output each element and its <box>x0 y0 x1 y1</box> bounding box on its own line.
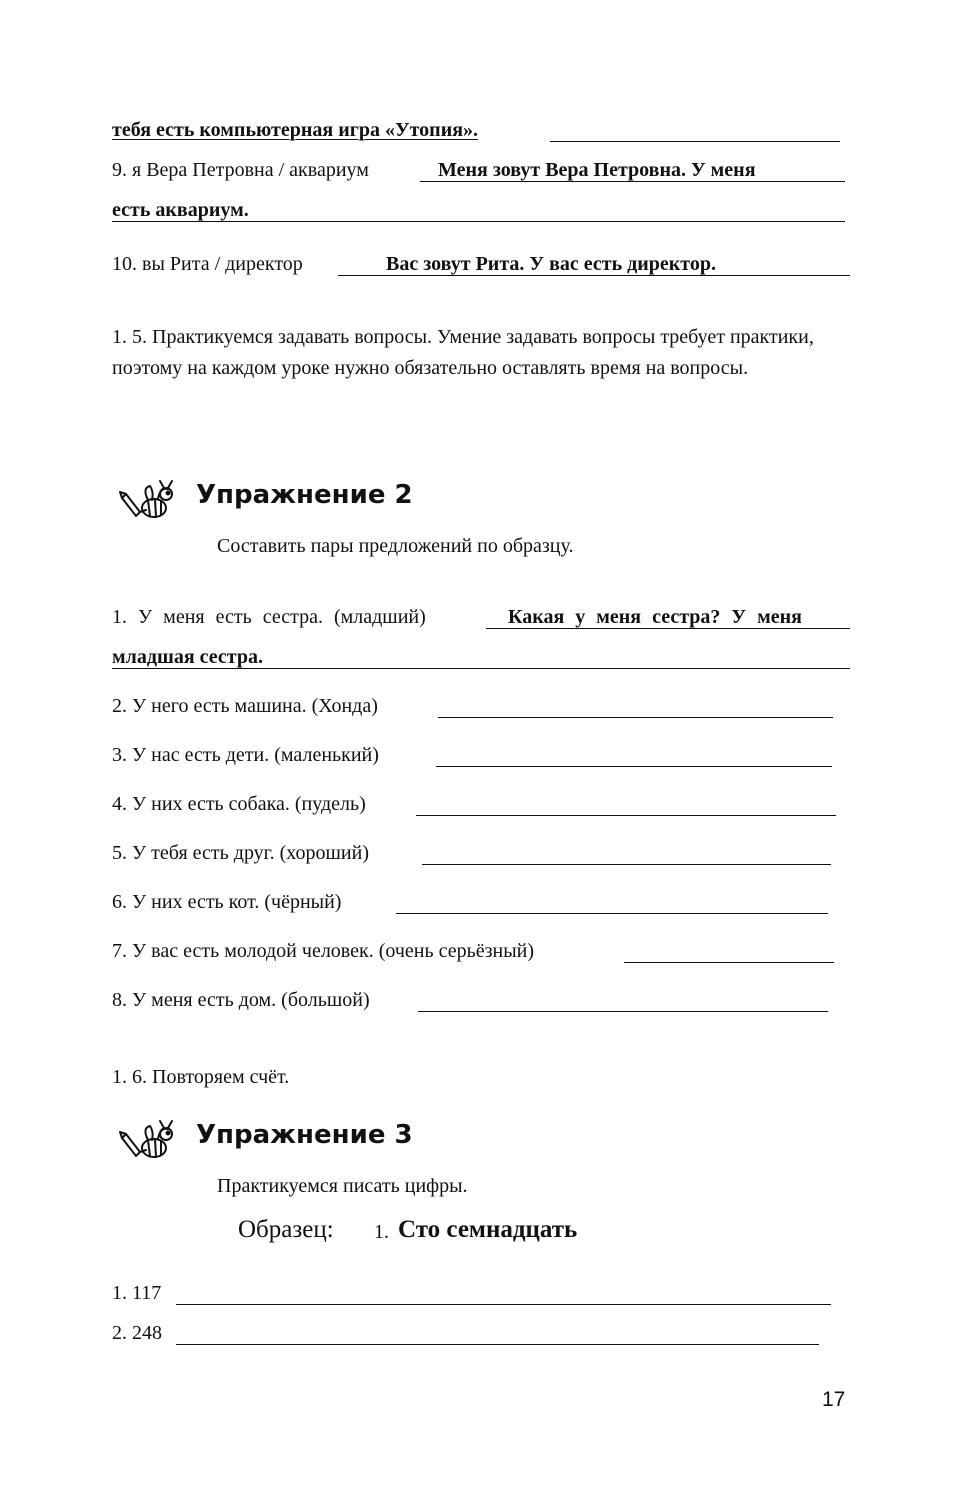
exercise2-instruction: Составить пары предложений по образцу. <box>217 535 574 557</box>
answer-line <box>112 668 850 669</box>
item9-answer-line1: Меня зовут Вера Петровна. У меня <box>438 159 756 181</box>
answer-line <box>176 1304 831 1305</box>
exercise2-item: 8. У меня есть дом. (большой) <box>112 989 370 1011</box>
answer-line <box>418 1011 828 1012</box>
answer-line <box>396 913 828 914</box>
sample-number: 1. <box>374 1221 389 1243</box>
answer-line <box>550 141 840 142</box>
item9-answer-line2: есть аквариум. <box>112 199 249 221</box>
exercise2-item1-answer-line1: Какая у меня сестра? У меня <box>508 606 802 628</box>
exercise2-item: 5. У тебя есть друг. (хороший) <box>112 842 369 864</box>
answer-line <box>438 717 833 718</box>
bee-pencil-icon <box>118 478 180 526</box>
exercise3-item: 1. 117 <box>112 1282 162 1304</box>
item8-answer-continuation: тебя есть компьютерная игра «Утопия». <box>112 119 479 141</box>
answer-line <box>112 221 845 222</box>
exercise2-item: 2. У него есть машина. (Хонда) <box>112 695 378 717</box>
item9-prompt: 9. я Вера Петровна / аквариум <box>112 159 369 181</box>
sample-value: Сто семнадцать <box>398 1216 578 1243</box>
item10-prompt: 10. вы Рита / директор <box>112 253 303 275</box>
sample-label: Образец: <box>238 1216 334 1243</box>
exercise2-item1-prompt: 1. У меня есть сестра. (младший) <box>112 606 426 628</box>
exercise2-title: Упражнение 2 <box>196 480 413 510</box>
exercise2-item: 4. У них есть собака. (пудель) <box>112 793 366 815</box>
answer-line <box>624 962 834 963</box>
exercise2-item: 7. У вас есть молодой человек. (очень серьёзный) <box>112 940 535 962</box>
answer-line <box>422 864 831 865</box>
exercise3-item: 2. 248 <box>112 1322 162 1344</box>
exercise2-item: 3. У нас есть дети. (маленький) <box>112 744 379 766</box>
exercise3-title: Упражнение 3 <box>196 1120 413 1150</box>
answer-line <box>436 766 832 767</box>
exercise3-instruction: Практикуемся писать цифры. <box>217 1175 468 1197</box>
answer-line <box>176 1344 819 1345</box>
answer-line <box>416 815 836 816</box>
exercise2-item: 6. У них есть кот. (чёрный) <box>112 891 342 913</box>
section-1-6-text: 1. 6. Повторяем счёт. <box>112 1066 290 1088</box>
bee-pencil-icon <box>118 1118 180 1166</box>
exercise2-item1-answer-line2: младшая сестра. <box>112 646 263 668</box>
page-number: 17 <box>822 1388 846 1411</box>
section-1-5-text: 1. 5. Практикуемся задавать вопросы. Умение задавать вопросы требует практики, поэтому на каждом уроке нужно обязательно оставлять время на вопросы. <box>112 326 814 379</box>
item10-answer: Вас зовут Рита. У вас есть директор. <box>386 253 716 275</box>
